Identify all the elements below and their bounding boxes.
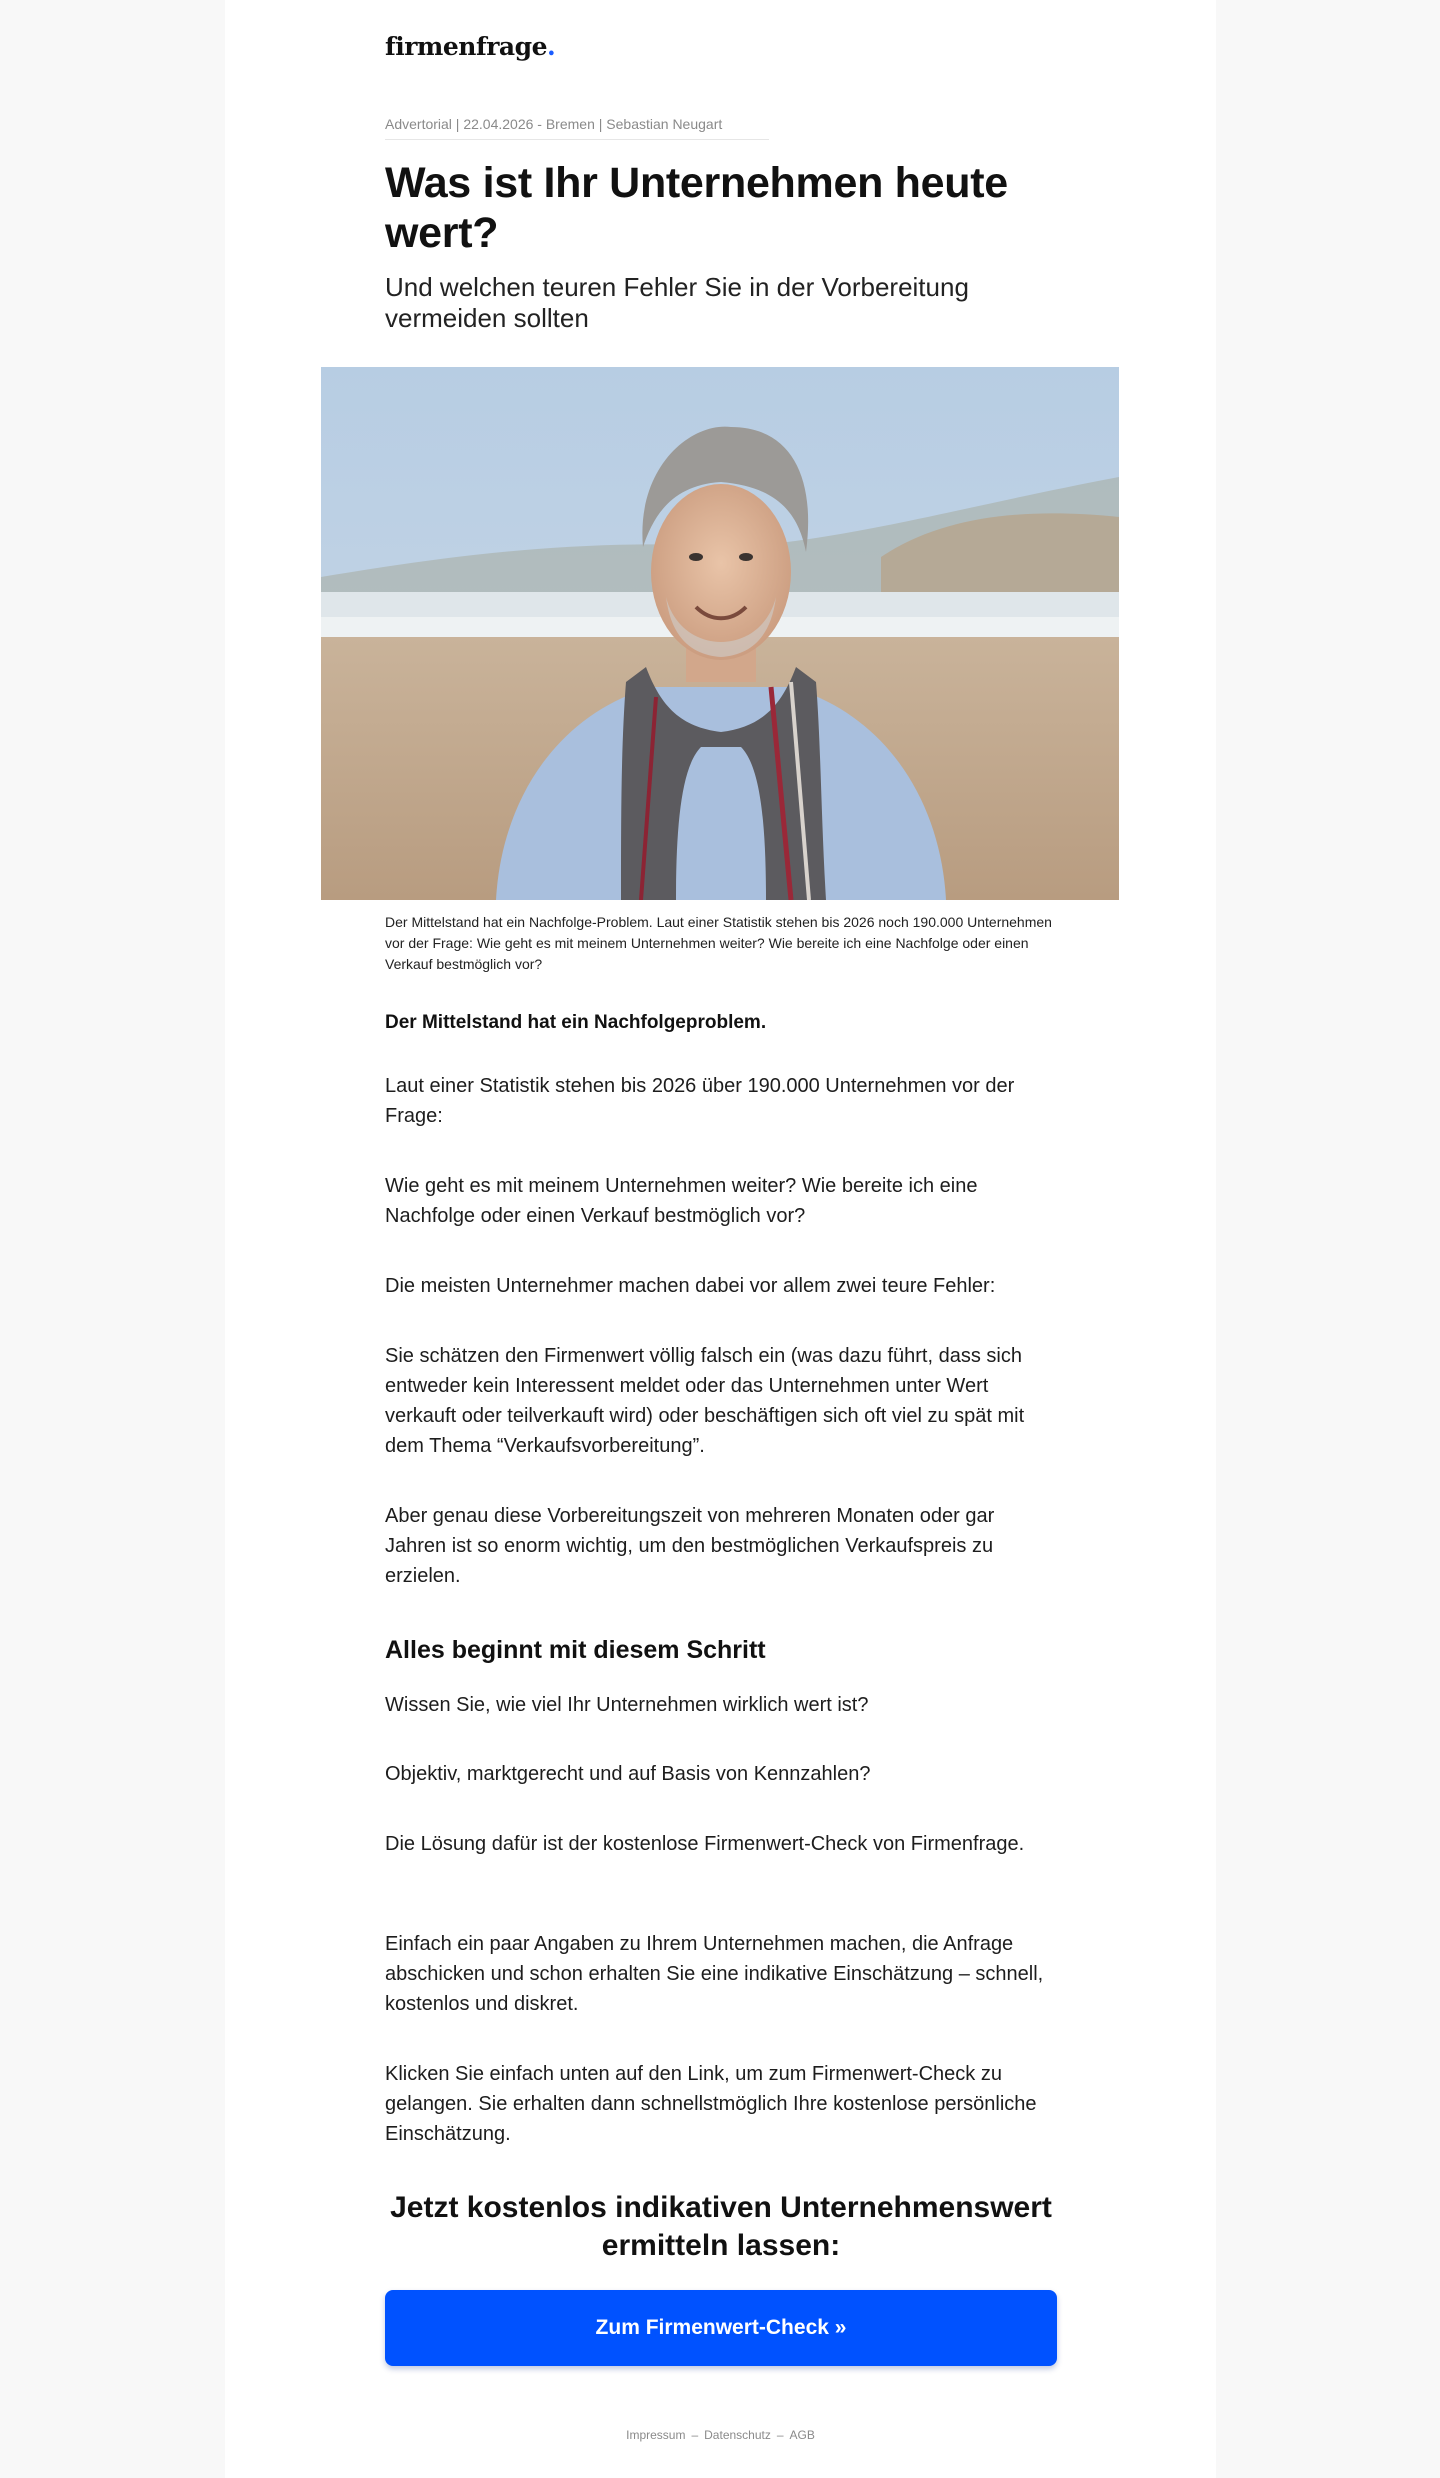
article-meta: Advertorial | 22.04.2026 - Bremen | Sebastian Neugart [385, 116, 769, 140]
section-paragraph: Objektiv, marktgerecht und auf Basis von Kennzahlen? [385, 1763, 871, 1785]
article-subheadline: Und welchen teuren Fehler Sie in der Vorbereitung vermeiden sollten [385, 272, 969, 333]
lead-text: Der Mittelstand hat ein Nachfolgeproblem. [385, 1012, 767, 1033]
cta-title: Jetzt kostenlos indikativen Unternehmenswert ermitteln lassen: [390, 2191, 1052, 2262]
footer-link-agb[interactable]: AGB [789, 2428, 815, 2442]
footer-links [225, 2428, 1216, 2442]
body-paragraph: Die meisten Unternehmer machen dabei vor allem zwei teure Fehler: [385, 1275, 996, 1297]
body-paragraph: Aber genau diese Vorbereitungszeit von mehreren Monaten oder gar Jahren ist so enorm wichtig, um den bestmöglichen Verkaufspreis zu erzielen. [385, 1505, 995, 1587]
firmenwert-check-button[interactable]: Zum Firmenwert-Check » [385, 2290, 1057, 2366]
brand-name: firmenfrage [385, 32, 547, 61]
footer-separator: – [691, 2428, 699, 2442]
article-page [225, 0, 1216, 2478]
footer-link-impressum[interactable]: Impressum [626, 2428, 686, 2442]
image-caption: Der Mittelstand hat ein Nachfolge-Problem. Laut einer Statistik stehen bis 2026 noch 190.000 Unternehmen vor der Frage: Wie geht es mit meinem Unternehmen weiter? Wie bereite ich eine Nachfolge oder einen Verkauf bestmöglich vor? [385, 914, 1052, 972]
section-paragraph: Klicken Sie einfach unten auf den Link, um zum Firmenwert-Check zu gelangen. Sie erhalten dann schnellstmöglich Ihre kostenlose persönliche Einschätzung. [385, 2063, 1037, 2145]
article-headline: Was ist Ihr Unternehmen heute wert? [385, 159, 1008, 257]
hero-image [321, 367, 1119, 900]
footer-link-datenschutz[interactable]: Datenschutz [704, 2428, 771, 2442]
footer-separator: – [776, 2428, 784, 2442]
body-paragraph: Sie schätzen den Firmenwert völlig falsch ein (was dazu führt, dass sich entweder kein Interessent meldet oder das Unternehmen unter Wert verkauft oder teilverkauft wird) oder beschäftigen sich oft viel zu spät mit dem Thema “Verkaufsvorbereitung”. [385, 1345, 1025, 1457]
section-paragraph: Wissen Sie, wie viel Ihr Unternehmen wirklich wert ist? [385, 1694, 869, 1716]
section-paragraph: Die Lösung dafür ist der kostenlose Firmenwert-Check von Firmenfrage. [385, 1833, 1025, 1855]
brand-logo[interactable] [385, 32, 1057, 61]
body-paragraph: Laut einer Statistik stehen bis 2026 über 190.000 Unternehmen vor der Frage: [385, 1075, 1015, 1127]
section-paragraph: Einfach ein paar Angaben zu Ihrem Unternehmen machen, die Anfrage abschicken und schon erhalten Sie eine indikative Einschätzung – schnell, kostenlos und diskret. [385, 1933, 1044, 2015]
body-paragraph: Wie geht es mit meinem Unternehmen weiter? Wie bereite ich eine Nachfolge oder einen Verkauf bestmöglich vor? [385, 1175, 978, 1227]
section-heading: Alles beginnt mit diesem Schritt [385, 1636, 766, 1664]
brand-dot: . [546, 32, 556, 61]
